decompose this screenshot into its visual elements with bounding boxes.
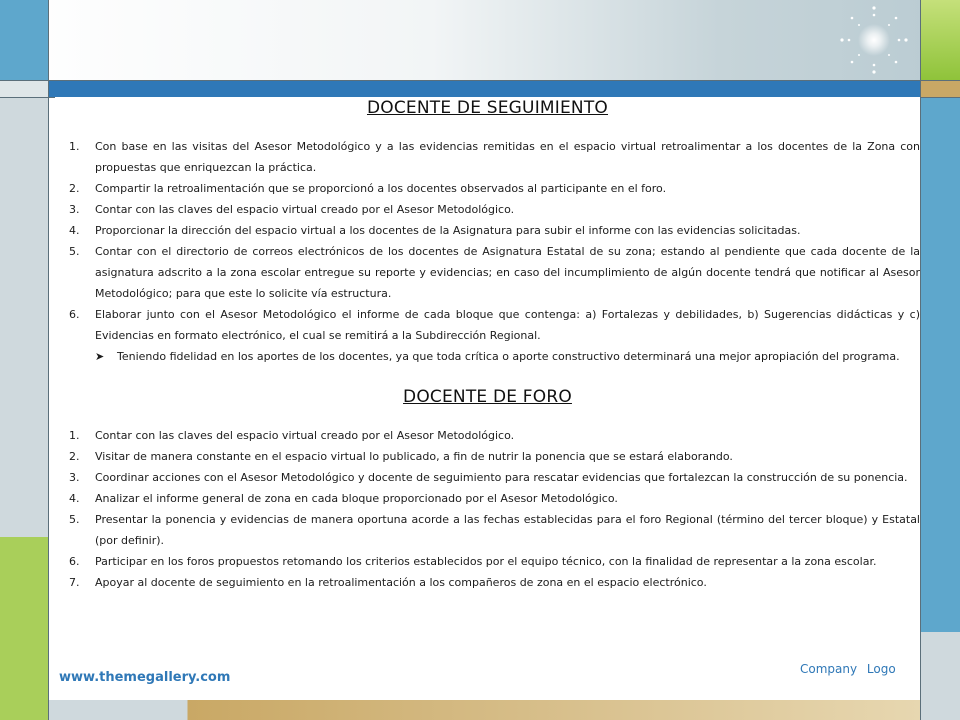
document-content [55, 97, 920, 634]
sparkle-icon [832, 2, 912, 78]
footer-band [48, 700, 920, 720]
left-accent-middle [0, 97, 48, 537]
list-item: 4. Analizar el informe general de zona en cada bloque proporcionado por el Asesor Metodológico. [69, 492, 618, 505]
right-accent-bottom [920, 632, 960, 720]
right-accent-middle [920, 97, 960, 632]
list-item: 1. Con base en las visitas del Asesor Metodológico y a las evidencias remitidas en el espacio virtual retroalimentar a los docentes de la Zona con propuestas que enriquezcan la práctica. [69, 140, 920, 174]
section-title-seguimiento: DOCENTE DE SEGUIMIENTO [366, 98, 609, 118]
bullet-note: ➤ Teniendo fidelidad en los aportes de los docentes, ya que toda crítica o aporte constructivo determinará una mejor apropiación del programa. [55, 346, 920, 367]
right-accent-strip [920, 80, 960, 97]
left-accent-strip [0, 80, 48, 97]
left-accent-bottom [0, 537, 48, 720]
title-divider-bar [48, 80, 920, 97]
footer-website-link[interactable]: www.themegallery.com [59, 670, 231, 685]
frame-line-left [48, 0, 49, 720]
list-item: 7. Apoyar al docente de seguimiento en la retroalimentación a los compañeros de zona en el espacio electrónico. [69, 576, 707, 589]
header-band [0, 0, 960, 80]
left-accent-top [0, 0, 48, 80]
section-title-foro: DOCENTE DE FORO [403, 387, 572, 407]
list-item: 1. Contar con las claves del espacio virtual creado por el Asesor Metodológico. [69, 429, 515, 442]
frame-line-right [920, 0, 921, 720]
list-item: 5. Presentar la ponencia y evidencias de manera oportuna acorde a las fechas establecidas para el foro Regional (término del tercer bloque) y Estatal (por definir). [69, 513, 920, 547]
list-item: 5. Contar con el directorio de correos electrónicos de los docentes de Asignatura Estatal de su zona; estando al pendiente que cada docente de la asignatura adscrito a la zona escolar entregue su reporte y evidencias; en caso del incumplimiento de algún docente tendrá que notificar al Asesor Metodológico; para que este lo solicite vía estructura. [69, 245, 920, 300]
list-item: 3. Contar con las claves del espacio virtual creado por el Asesor Metodológico. [69, 203, 515, 216]
arrow-bullet-icon: ➤ [95, 350, 105, 363]
list-item: 3. Coordinar acciones con el Asesor Metodológico y docente de seguimiento para rescatar evidencias que fortalezcan la construcción de su ponencia. [69, 471, 908, 484]
right-accent-top [920, 0, 960, 80]
list-item: 6. Participar en los foros propuestos retomando los criterios establecidos por el equipo técnico, con la finalidad de representar a la zona escolar. [69, 555, 877, 568]
company-logo-text: Company Logo [800, 662, 896, 676]
frame-line-top [0, 80, 960, 81]
list-foro [55, 425, 920, 593]
list-item: 2. Compartir la retroalimentación que se proporcionó a los docentes observados al participante en el foro. [69, 182, 667, 195]
list-item: 2. Visitar de manera constante en el espacio virtual lo publicado, a fin de nutrir la ponencia que se estará elaborando. [69, 450, 733, 463]
list-seguimiento [55, 136, 920, 346]
list-item: 4. Proporcionar la dirección del espacio virtual a los docentes de la Asignatura para subir el informe con las evidencias solicitadas. [69, 224, 801, 237]
list-item: 6. Elaborar junto con el Asesor Metodológico el informe de cada bloque que contenga: a) Fortalezas y debilidades, b) Sugerencias didácticas y c) Evidencias en formato electrónico, el cual se remitirá a la Subdirección Regional. [69, 308, 920, 342]
